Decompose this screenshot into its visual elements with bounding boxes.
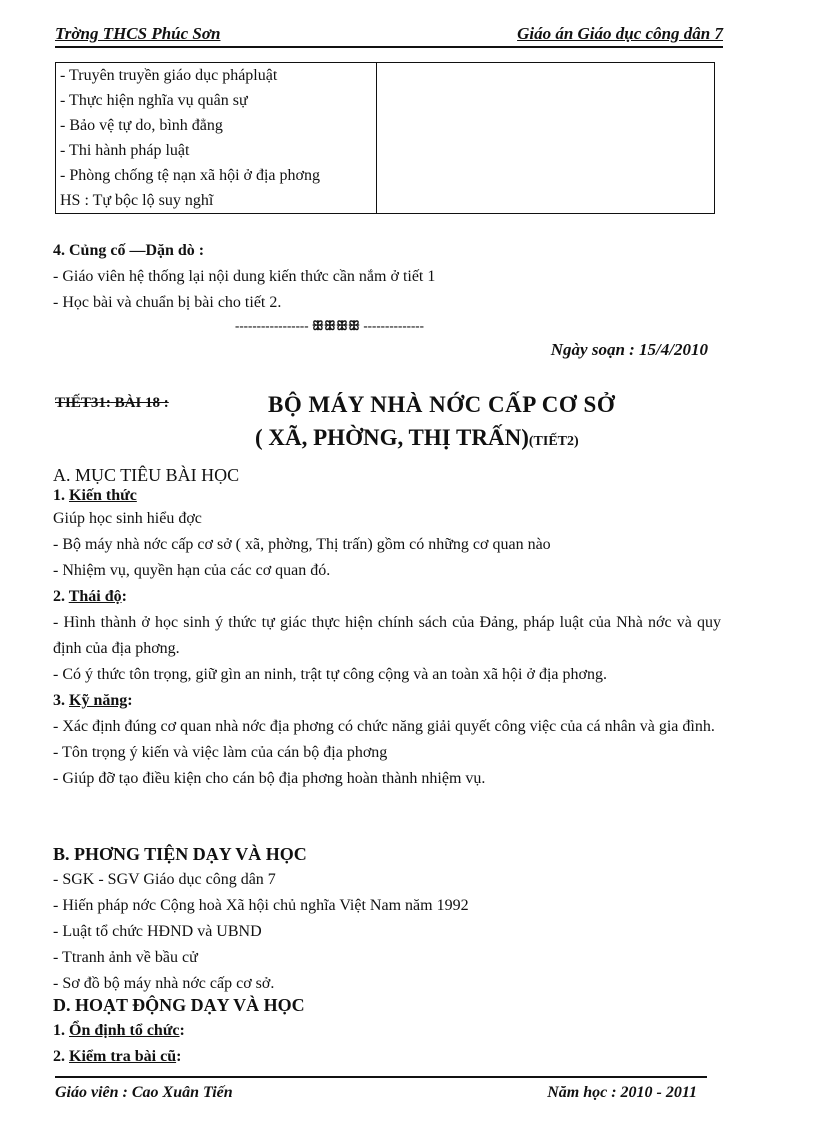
subject-title: Giáo án Giáo dục công dân 7 [517,24,723,43]
skills-heading: 3. Kỹ năng: [53,692,133,709]
table-line: HS : Tự bộc lộ suy nghĩ [60,192,214,209]
lesson-label [55,395,169,412]
section-d-heading: D. HOẠT ĐỘNG DẠY VÀ HỌC [53,995,305,1015]
attitude-number: 2. [53,588,69,605]
table-line: - Thi hành pháp luật [60,142,190,159]
skills-line: - Tôn trọng ý kiến và việc làm của cán bộ địa phơng [53,744,388,761]
activity-table-left-cell [56,63,377,214]
skills-number: 3. [53,692,69,709]
activity-table [55,62,715,214]
skills-line: - Giúp đỡ tạo điều kiện cho cán bộ địa phơng hoàn thành nhiệm vụ. [53,770,486,787]
section-d [53,992,721,1070]
section-b-heading: B. PHƠNG TIỆN DẠY VÀ HỌC [53,844,307,864]
school-name: Trờng THCS Phúc Sơn [55,24,221,43]
knowledge-line: - Nhiệm vụ, quyền hạn của các cơ quan đó. [53,562,331,579]
resource-item: - Hiến pháp nớc Cộng hoà Xã hội chủ nghĩa Việt Nam năm 1992 [53,897,469,914]
table-line: - Truyên truyền giáo dục phápluật [60,67,278,84]
resource-item: - SGK - SGV Giáo dục công dân 7 [53,871,276,888]
preparation-date: Ngày soạn : 15/4/2010 [550,340,708,359]
table-line: - Thực hiện nghĩa vụ quân sự [60,92,248,109]
step-review-label: Kiểm tra bài cũ [69,1048,177,1065]
consolidation-heading: 4. Củng cố —Dặn dò : [53,242,205,259]
lesson-period: (TIẾT2) [528,434,579,449]
step-organize-number: 1. [53,1022,69,1039]
step-review-number: 2. [53,1048,69,1065]
step-organize: 1. Ổn định tổ chức: [53,1022,185,1039]
school-year: Năm học : 2010 - 2011 [547,1084,697,1101]
attitude-heading: 2. Thái độ: [53,588,127,605]
knowledge-line: - Bộ máy nhà nớc cấp cơ sở ( xã, phờng, Thị trấn) gồm có những cơ quan nào [53,536,551,553]
resource-item: - Ttranh ảnh về bầu cử [53,949,198,966]
activity-table-right-cell [377,63,715,214]
knowledge-label: Kiến thức [69,487,137,504]
page-footer [55,1076,707,1101]
knowledge-number: 1. [53,487,69,504]
attitude-label: Thái độ [68,588,122,605]
resource-item: - Sơ đồ bộ máy nhà nớc cấp cơ sở. [53,975,275,992]
section-b [53,841,721,997]
table-line: - Bảo vệ tự do, bình đẳng [60,117,223,134]
section-a [53,464,721,792]
knowledge-line: Giúp học sinh hiểu đợc [53,510,202,527]
skills-label: Kỹ năng [69,692,128,709]
resource-item: - Luật tổ chức HĐND và UBND [53,923,262,940]
skills-line: - Xác định đúng cơ quan nhà nớc địa phơng có chức năng giải quyết công việc của cá nhân và gia đình. [53,718,715,735]
separator-ornament: ----------------- ꕥꕥꕥꕥ -------------- [235,318,424,333]
lesson-subtitle [255,425,579,451]
page-header [55,24,723,48]
knowledge-heading [53,486,721,506]
step-review: 2. Kiểm tra bài cũ: [53,1048,182,1065]
lesson-number: TIẾT31: [55,395,111,411]
attitude-line: - Có ý thức tôn trọng, giữ gìn an ninh, trật tự công cộng và an toàn xã hội ở địa phơng. [53,666,607,683]
lesson-subtitle-text: ( XÃ, PHỜNG, THỊ TRẤN) [255,425,529,450]
teacher-name: Giáo viên : Cao Xuân Tiến [55,1084,233,1101]
attitude-line: - Hình thành ở học sinh ý thức tự giác thực hiện chính sách của Đảng, pháp luật của Nhà nớc và quy định của địa phơng. [53,614,721,657]
section-a-heading: A. MỤC TIÊU BÀI HỌC [53,465,240,485]
consolidation-item: - Học bài và chuẩn bị bài cho tiết 2. [53,294,282,311]
consolidation-item: - Giáo viên hệ thống lại nội dung kiến thức cần nắm ở tiết 1 [53,268,436,285]
consolidation-section [53,238,721,316]
step-organize-label: Ổn định tổ chức [69,1022,180,1039]
lesson-title: BỘ MÁY NHÀ NỚC CẤP CƠ SỞ [268,392,616,417]
table-line: - Phòng chống tệ nạn xã hội ở địa phơng [60,167,320,184]
lesson-part: BÀI 18 : [110,395,169,411]
